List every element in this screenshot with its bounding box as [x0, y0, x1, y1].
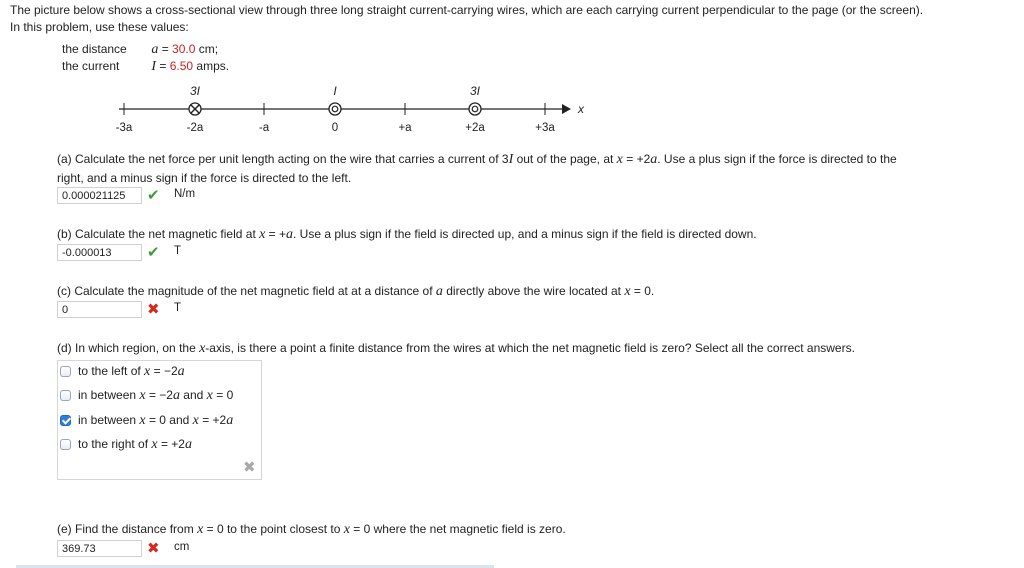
option-row[interactable]: in between x = 0 and x = +2a	[60, 411, 233, 429]
wrong-cross-icon: ✖	[243, 459, 256, 476]
current-unit: amps.	[196, 59, 230, 73]
current-eq: =	[159, 59, 167, 73]
correct-check-icon: ✔	[147, 244, 160, 261]
answer-c-input[interactable]: 0	[57, 301, 142, 318]
distance-value: 30.0	[172, 42, 196, 56]
question-a-line-1: (a) Calculate the net force per unit length acting on the wire that carries a current of 3I out of the page, at x = +2a. Use a plus sign if the force is directed to the	[57, 152, 897, 167]
checkbox-checked[interactable]	[60, 415, 71, 426]
distance-row	[62, 41, 229, 58]
tick-label: +3a	[535, 122, 555, 134]
problem-intro	[10, 2, 923, 36]
answer-b-input[interactable]: -0.000013	[57, 244, 142, 261]
given-values	[62, 41, 229, 75]
wire-current-label: 3I	[189, 84, 201, 98]
distance-label: the distance	[62, 42, 127, 56]
intro-line-1: The picture below shows a cross-sectional view through three long straight current-carrying wires, which are each carrying current perpendicular to the page (or the screen).	[10, 3, 924, 17]
checkbox[interactable]	[60, 390, 71, 401]
checkbox[interactable]	[60, 439, 71, 450]
answer-a-unit: N/m	[174, 188, 196, 200]
tick-label: -2a	[186, 122, 204, 134]
answer-e-input[interactable]: 369.73	[57, 540, 142, 557]
answer-a-input[interactable]: 0.000021125	[57, 187, 142, 204]
answer-b-unit: T	[174, 245, 182, 257]
tick-label: +2a	[465, 122, 485, 134]
wire-into-page-icon	[189, 103, 201, 115]
wire-current-label: I	[333, 84, 337, 98]
wrong-cross-icon: ✖	[147, 540, 160, 557]
answer-e-unit: cm	[174, 541, 190, 553]
option-row[interactable]: in between x = −2a and x = 0	[60, 386, 233, 404]
distance-unit: cm;	[198, 42, 219, 56]
checkbox[interactable]	[60, 366, 71, 377]
wire-diagram	[100, 82, 600, 138]
correct-check-icon: ✔	[147, 187, 160, 204]
distance-var: a	[151, 42, 159, 57]
question-a-line-2: right, and a minus sign if the force is directed to the left.	[57, 171, 352, 185]
tick-label: -3a	[115, 122, 133, 134]
tick-label: 0	[331, 122, 339, 134]
current-label: the current	[62, 59, 120, 73]
question-e: (e) Find the distance from x = 0 to the point closest to x = 0 where the net magnetic field is zero.	[57, 522, 566, 537]
x-axis-arrowhead	[562, 104, 571, 114]
question-a	[57, 150, 1007, 187]
current-value: 6.50	[169, 59, 194, 73]
question-b: (b) Calculate the net magnetic field at x = +a. Use a plus sign if the field is directed up, and a minus sign if the field is directed down.	[57, 227, 757, 242]
wire-current-label: 3I	[469, 84, 481, 98]
question-d: (d) In which region, on the x-axis, is there a point a finite distance from the wires at which the net magnetic field is zero? Select all the correct answers.	[57, 341, 855, 356]
intro-line-2: In this problem, use these values:	[10, 20, 189, 34]
tick-label: -a	[258, 122, 270, 134]
option-row[interactable]: to the left of x = −2a	[60, 362, 185, 380]
wire-out-of-page-icon	[469, 103, 481, 115]
tick-label: +a	[398, 122, 412, 134]
question-c: (c) Calculate the magnitude of the net magnetic field at at a distance of a directly above the wire located at x = 0.	[57, 284, 655, 299]
wire-out-of-page-icon	[329, 103, 341, 115]
current-row	[62, 58, 229, 75]
answer-c-unit: T	[174, 302, 182, 314]
x-axis-label: x	[578, 102, 584, 116]
distance-eq: =	[161, 42, 169, 56]
option-row[interactable]: to the right of x = +2a	[60, 435, 192, 453]
current-var: I	[151, 59, 157, 74]
wrong-cross-icon: ✖	[147, 301, 160, 318]
